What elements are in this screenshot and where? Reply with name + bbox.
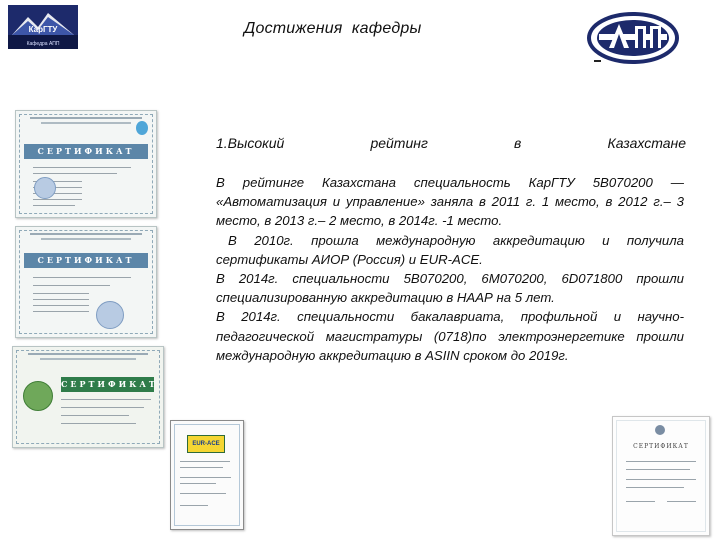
heading-word-2: рейтинг (370, 135, 428, 151)
cert-3-banner: СЕРТИФИКАТ (61, 377, 154, 392)
app-logo-icon (585, 10, 681, 66)
paragraph-accreditation-2010: В 2010г. прошла международную аккредитацию и получила сертификаты АИОР (Россия) и EUR-ACE. (216, 232, 684, 267)
mountain-logo-icon (8, 5, 78, 49)
paragraph-rating: В рейтинге Казахстана специальность КарГТУ 5В070200 — «Автоматизация и управление» заняла в 2011 г. 1 место, в 2012 г.– 3 место, в 2013 г.– 2 место, в 2014г. -1 место. (216, 175, 684, 229)
heading-word-3: в (514, 135, 522, 151)
heading-word-4: Казахстане (607, 135, 686, 151)
logo-left-text: КарГТУ (28, 25, 58, 34)
paragraph-asiin-2014: В 2014г. специальности бакалавриата, профильной и научно-педагогической магистратуры (0718)по электроэнергетике прошли международную аккредитацию в ASIIN сроком до 2019г. (216, 309, 684, 363)
paragraph-naar-2014: В 2014г. специальности 5В070200, 6М070200, 6D071800 прошли специализированную аккредитацию в НААР на 5 лет. (216, 271, 684, 306)
cert-1-banner: СЕРТИФИКАТ (24, 144, 147, 159)
certificate-image-2 (15, 226, 157, 338)
cert-2-banner: СЕРТИФИКАТ (24, 253, 147, 268)
logo-left-subtitle: Кафедра АПП (26, 41, 60, 47)
cert-emblem-icon (23, 381, 53, 411)
cert-5-title: СЕРТИФИКАТ (633, 443, 689, 450)
university-logo (8, 5, 78, 49)
department-logo (585, 10, 681, 66)
cert-crest-icon (655, 425, 665, 435)
cert-seal-icon (34, 177, 56, 199)
cert-seal-icon (96, 301, 124, 329)
certificate-image-3 (12, 346, 164, 448)
dash-mark (594, 60, 601, 62)
page-title: Достижения кафедры (244, 20, 422, 37)
certificate-image-4 (170, 420, 244, 530)
certificate-image-5 (612, 416, 710, 536)
achievements-text (216, 173, 684, 365)
section-heading (216, 135, 686, 151)
cert-logo-icon (136, 121, 148, 135)
heading-word-1: 1.Высокий (216, 135, 285, 151)
certificate-image-1 (15, 110, 157, 218)
eur-ace-badge: EUR-ACE (187, 435, 225, 453)
